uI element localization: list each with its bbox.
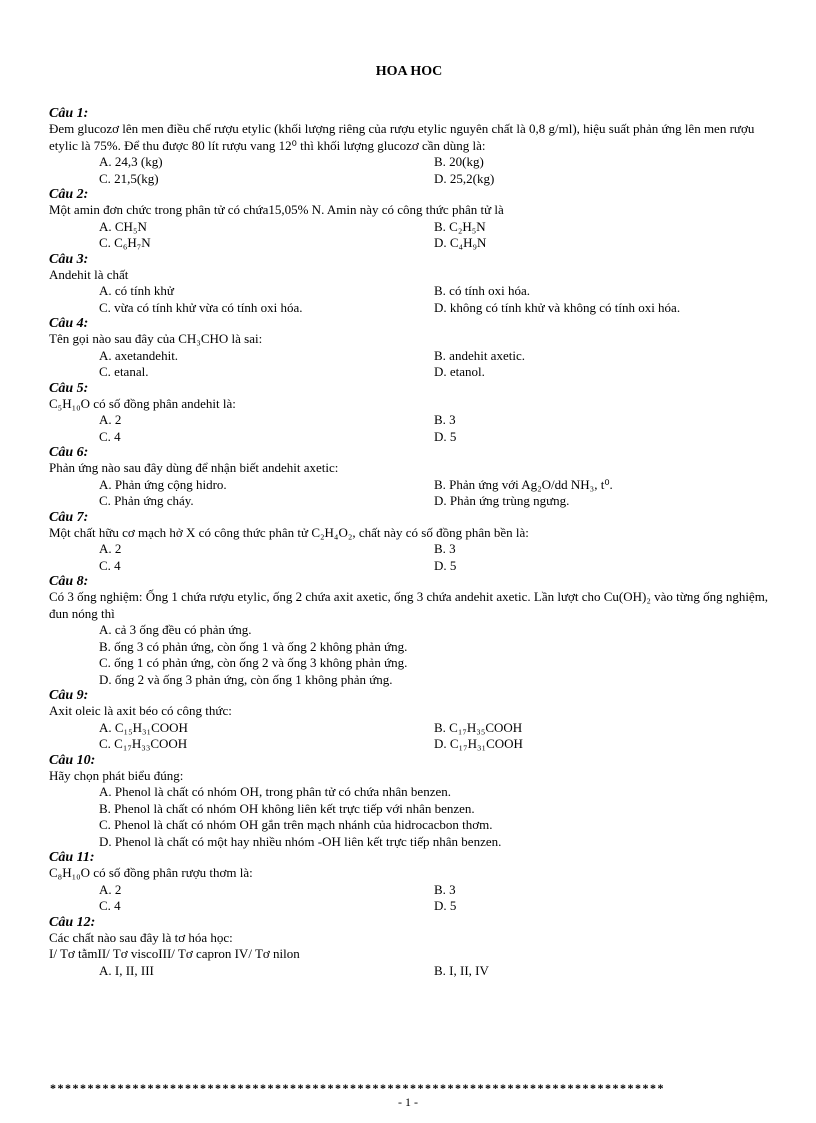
question: [49, 510, 769, 575]
answer-option: C. Phenol là chất có nhóm OH gắn trên mạch nhánh của hidrocacbon thơm.: [99, 817, 493, 832]
answer-option: D. không có tính khử và không có tính oxi hóa.: [434, 299, 681, 315]
answer-options: [49, 219, 769, 252]
answer-options: [49, 283, 769, 316]
question-label: Câu 9:: [49, 688, 89, 703]
question: [49, 688, 769, 753]
answer-options: [49, 963, 769, 980]
answer-option: A. 24,3 (kg): [99, 154, 163, 169]
answer-option: A. cả 3 ống đều có phản ứng.: [99, 622, 252, 637]
answer-option: B. 20(kg): [434, 154, 484, 169]
answer-option: B. 3: [434, 881, 456, 897]
answer-options: [49, 154, 769, 187]
answer-option: B. C₂H₅N: [434, 218, 486, 234]
answer-option: D. 5: [434, 898, 457, 913]
question-stem: Andehit là chất: [49, 266, 129, 282]
question-label: Câu 3:: [49, 251, 89, 267]
answer-option: B. Phản ứng với Ag₂O/dd NH₃, t⁰.: [434, 476, 613, 492]
question-label: Câu 1:: [49, 106, 89, 121]
answer-option: B. ống 3 có phản ứng, còn ống 1 và ống 2 không phản ứng.: [99, 638, 408, 654]
question-stem: Hãy chọn phát biểu đúng:: [49, 767, 184, 783]
answer-options: [49, 882, 769, 915]
question-label: Câu 8:: [49, 574, 89, 589]
answer-option: D. C₁₇H₃₁COOH: [434, 736, 523, 751]
question-stem: C₈H₁₀O có số đồng phân rượu thơm là:: [49, 865, 253, 880]
question-stem: Có 3 ống nghiệm: Ống 1 chứa rượu etylic, ống 2 chứa axit axetic, ống 3 chứa andehit axetic. Lần lượt cho Cu(OH)₂ vào từng ống nghiệm, đun nóng thì: [49, 589, 769, 621]
question-label: Câu 2:: [49, 187, 89, 202]
question-stem: Một amin đơn chức trong phân tử có chứa15,05% N. Amin này có công thức phân tử là: [49, 202, 504, 217]
answer-option: C. vừa có tính khử vừa có tính oxi hóa.: [99, 299, 303, 315]
answer-options: [49, 720, 769, 753]
answer-option: D. 5: [434, 428, 457, 444]
answer-option: C. C₆H₇N: [99, 235, 151, 250]
question: [49, 574, 769, 688]
answer-option: A. có tính khử: [99, 283, 174, 298]
question: [49, 106, 769, 187]
question-label: Câu 7:: [49, 509, 89, 525]
answer-option: C. etanal.: [99, 364, 149, 379]
question-list: [49, 106, 769, 979]
answer-option: D. etanol.: [434, 364, 485, 379]
question: [49, 316, 769, 381]
answer-option: D. Phenol là chất có một hay nhiều nhóm -OH liên kết trực tiếp nhân benzen.: [99, 833, 502, 849]
answer-option: D. Phản ứng trùng ngưng.: [434, 493, 570, 508]
answer-option: A. CH₅N: [99, 218, 147, 234]
answer-option: D. 25,2(kg): [434, 170, 495, 186]
answer-option: B. 3: [434, 412, 456, 427]
answer-option: C. 4: [99, 557, 121, 573]
answer-option: A. Phản ứng cộng hidro.: [99, 476, 227, 492]
page-number: - 1 -: [398, 1095, 418, 1109]
question-stem: Phản ứng nào sau đây dùng để nhận biết andehit axetic:: [49, 460, 339, 475]
answer-option: B. 3: [434, 541, 456, 556]
question-label: Câu 10:: [49, 752, 96, 768]
answer-options: [49, 784, 769, 850]
question-label: Câu 4:: [49, 316, 89, 331]
answer-options: [49, 477, 769, 510]
answer-option: C. ống 1 có phản ứng, còn ống 2 và ống 3 không phản ứng.: [99, 655, 408, 670]
answer-option: A. 2: [99, 412, 122, 427]
question: [49, 381, 769, 446]
answer-option: B. C₁₇H₃₅COOH: [434, 719, 523, 735]
question-stem: Một chất hữu cơ mạch hở X có công thức phân tử C₂H₄O₂, chất này có số đồng phân bền là:: [49, 524, 529, 540]
question: [49, 753, 769, 851]
question-stem: Tên gọi nào sau đây của CH₃CHO là sai:: [49, 331, 263, 346]
footer-rule: **********************************************************************************: [50, 1081, 665, 1095]
question: [49, 252, 769, 317]
answer-option: B. andehit axetic.: [434, 347, 525, 363]
question: [49, 187, 769, 252]
answer-option: A. 2: [99, 541, 122, 556]
question: [49, 850, 769, 915]
answer-option: B. Phenol là chất có nhóm OH không liên kết trực tiếp với nhân benzen.: [99, 800, 475, 816]
answer-options: [49, 412, 769, 445]
question-label: Câu 5:: [49, 380, 89, 396]
answer-option: C. C₁₇H₃₃COOH: [99, 736, 188, 751]
answer-options: [49, 348, 769, 381]
question-label: Câu 11:: [49, 850, 95, 865]
answer-option: A. 2: [99, 881, 122, 897]
answer-option: B. có tính oxi hóa.: [434, 283, 531, 298]
answer-option: D. C₄H₉N: [434, 235, 487, 250]
answer-option: A. I, II, III: [99, 962, 154, 978]
answer-option: D. ống 2 và ống 3 phản ứng, còn ống 1 không phản ứng.: [99, 671, 393, 687]
answer-option: B. I, II, IV: [434, 962, 489, 978]
answer-option: C. 4: [99, 428, 121, 444]
document-title: HOA HOC: [375, 64, 443, 79]
question-label: Câu 12:: [49, 914, 96, 930]
answer-option: C. 21,5(kg): [99, 170, 159, 186]
answer-option: C. Phản ứng cháy.: [99, 493, 194, 508]
answer-option: D. 5: [434, 557, 457, 573]
question-label: Câu 6:: [49, 445, 89, 460]
question: [49, 915, 769, 980]
answer-option: A. C₁₅H₃₁COOH: [99, 719, 188, 735]
question-stem: Axit oleic là axit béo có công thức:: [49, 703, 232, 718]
answer-options: [49, 541, 769, 574]
question-stem: C₅H₁₀O có số đồng phân andehit là:: [49, 395, 236, 411]
answer-options: [49, 622, 769, 688]
answer-option: A. Phenol là chất có nhóm OH, trong phân tử có chứa nhân benzen.: [99, 784, 451, 799]
answer-option: C. 4: [99, 898, 121, 913]
question-stem: Đem glucozơ lên men điều chế rượu etylic (khối lượng riêng của rượu etylic nguyên chất là 0,8 g/ml), hiệu suất phản ứng lên men rượu etylic là 75%. Để thu được 80 lít rượu vang 12⁰ thì khối lượng glucozơ cần dùng là:: [49, 121, 755, 153]
question: [49, 445, 769, 510]
answer-option: A. axetandehit.: [99, 347, 179, 363]
question-stem: Các chất nào sau đây là tơ hóa học: I/ Tơ tằmII/ Tơ viscoIII/ Tơ capron IV/ Tơ nilon: [49, 929, 300, 961]
